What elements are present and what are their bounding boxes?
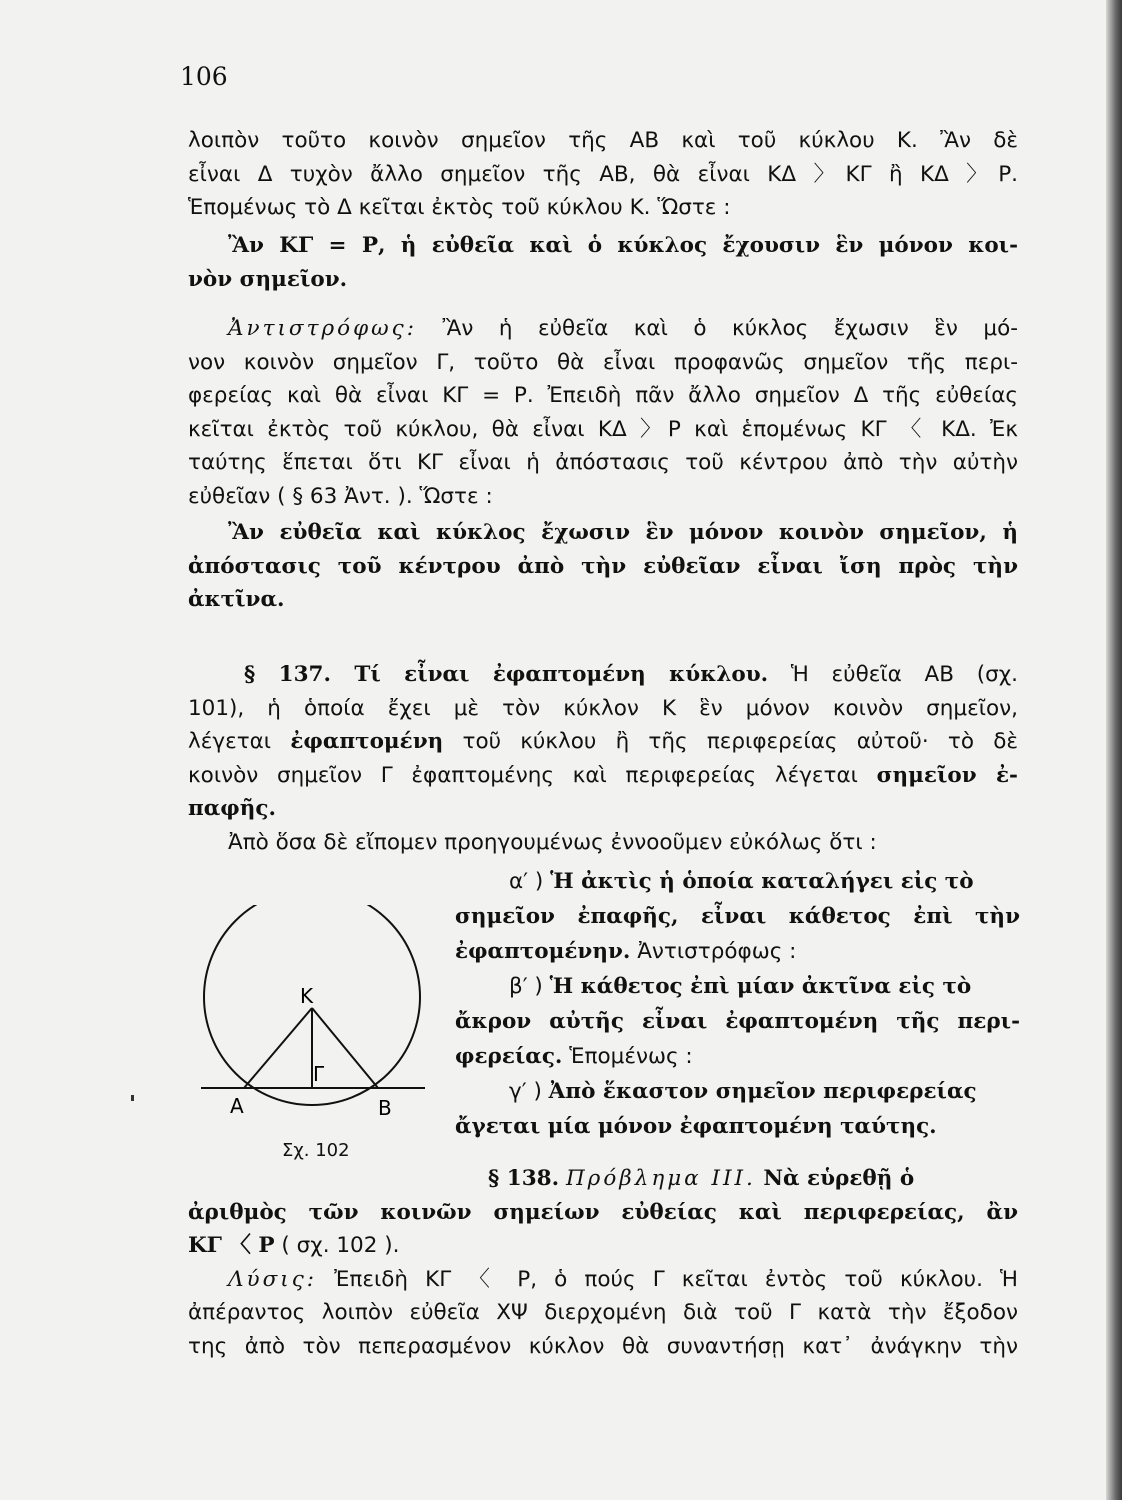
- section-heading: § 138.: [488, 1166, 560, 1191]
- text-fragment: λέγεται: [188, 729, 291, 754]
- text-line: παφῆς.: [188, 796, 276, 821]
- text-line: Ἀπὸ ἕκαστον σημεῖον περιφερείας: [548, 1079, 977, 1104]
- problem-label: Πρόβλημα ΙΙΙ.: [565, 1166, 756, 1191]
- text-line: Ἡ κάθετος ἐπὶ μίαν ἀκτῖνα εἰς τὸ: [549, 974, 972, 999]
- text-line: λοιπὸν τοῦτο κοινὸν σημεῖον τῆς ΑΒ καὶ τοῦ κύκλου Κ. Ἂν δὲ: [188, 128, 1018, 153]
- paragraph-intro: [188, 124, 1018, 225]
- text-line: ἀπέραντος λοιπὸν εὐθεῖα ΧΨ διερχομένη διὰ τοῦ Γ κατὰ τὴν ἔξοδον: [188, 1300, 1018, 1325]
- text-line: 101), ἡ ὁποία ἔχει μὲ τὸν κύκλον Κ ἓν μόνον κοινὸν σημεῖον,: [188, 695, 1018, 721]
- label-b: Β: [378, 1096, 392, 1120]
- theorem-1: [188, 229, 1018, 296]
- label-a: Α: [230, 1094, 244, 1118]
- text-line: Ἂν ἡ εὐθεῖα καὶ ὁ κύκλος ἔχωσιν ἓν μό-: [416, 316, 1018, 341]
- text-fragment: ( σχ. 102 ).: [274, 1233, 400, 1258]
- text-line: Ἑπομένως τὸ Δ κεῖται ἐκτὸς τοῦ κύκλου Κ. Ὥστε :: [188, 195, 731, 220]
- text-line: ἀκτῖνα.: [188, 587, 285, 612]
- text-line: εἶναι Δ τυχὸν ἄλλο σημεῖον τῆς ΑΒ, θὰ εἶναι ΚΔ 〉ΚΓ ἢ ΚΔ 〉Ρ.: [188, 161, 1018, 187]
- figure-caption: Σχ. 102: [282, 1140, 350, 1161]
- text-line: Ἂν ΚΓ = Ρ, ἡ εὐθεῖα καὶ ὁ κύκλος ἔχουσιν ἓν μόνον κοι-: [228, 233, 1018, 258]
- text-line: της ἀπὸ τὸν πεπερασμένον κύκλον θὰ συναντήσῃ κατ᾽ ἀνάγκην τὴν: [188, 1333, 1018, 1359]
- solution-label: Λύσις:: [228, 1266, 317, 1292]
- item-label: β′ ): [509, 974, 550, 999]
- term-contact-point: σημεῖον ἐ-: [876, 762, 1018, 788]
- text-fragment: φερείας.: [455, 1044, 563, 1069]
- term-tangent: ἐφαπτομένη: [290, 729, 444, 754]
- text-line: ἀπόστασις τοῦ κέντρου ἀπὸ τὴν εὐθεῖαν εἶναι ἴση πρὸς τὴν: [188, 553, 1018, 579]
- text-line: Ἡ εὐθεῖα ΑΒ (σχ.: [768, 662, 1018, 687]
- text-fragment: ἐφαπτομένην.: [455, 939, 631, 964]
- text-line: φερείας καὶ θὰ εἶναι ΚΓ = Ρ. Ἐπειδὴ πᾶν ἄλλο σημεῖον Δ τῆς εὐθείας: [188, 383, 1018, 408]
- text-line: νὸν σημεῖον.: [188, 266, 348, 292]
- text-line: ἀριθμὸς τῶν κοινῶν σημείων εὐθείας καὶ περιφερείας, ἂν: [188, 1199, 1018, 1225]
- text-line: ἄκρον αὐτῆς εἶναι ἐφαπτομένη τῆς περι-: [455, 1009, 1020, 1034]
- text-fragment: τοῦ κύκλου ἢ τῆς περιφερείας αὐτοῦ· τὸ δὲ: [443, 729, 1018, 754]
- label-g: Γ: [313, 1062, 325, 1086]
- figure-102: [195, 905, 435, 1165]
- text-line: σημεῖον ἐπαφῆς, εἶναι κάθετος ἐπὶ τὴν: [455, 904, 1020, 929]
- text-line: Ἂν εὐθεῖα καὶ κύκλος ἔχωσιν ἓν μόνον κοινὸν σημεῖον, ἡ: [228, 520, 1018, 545]
- text-fragment: Νὰ εὑρεθῇ ὁ: [755, 1166, 915, 1191]
- text-line: ἄγεται μία μόνον ἐφαπτομένη ταύτης.: [455, 1114, 937, 1139]
- text-line: Ἀπὸ ὅσα δὲ εἴπομεν προηγουμένως ἐννοοῦμεν εὐκόλως ὅτι :: [228, 829, 877, 855]
- section-138: [188, 1162, 1018, 1363]
- text-line: νον κοινὸν σημεῖον Γ, τοῦτο θὰ εἶναι προφανῶς σημεῖον τῆς περι-: [188, 349, 1018, 375]
- consequences-list: [455, 864, 1020, 1144]
- section-heading: § 137. Τί εἶναι ἐφαπτομένη κύκλου.: [244, 662, 769, 687]
- text-line: εὐθεῖαν ( § 63 Ἀντ. ). Ὥστε :: [188, 483, 493, 509]
- text-fragment: Ἑπομένως :: [562, 1044, 693, 1069]
- item-label: γ′ ): [509, 1079, 549, 1104]
- label-k: Κ: [300, 984, 314, 1008]
- scan-mark: [131, 1095, 134, 1101]
- text-line: κεῖται ἐκτὸς τοῦ κύκλου, θὰ εἶναι ΚΔ 〉Ρ καὶ ἑπομένως ΚΓ 〈 ΚΔ. Ἐκ: [188, 416, 1018, 442]
- text-fragment: ΚΓ 〈 Ρ: [188, 1233, 275, 1258]
- radius-to-a: [244, 1008, 312, 1088]
- theorem-2: [188, 516, 1018, 617]
- text-line: Ἡ ἀκτὶς ἡ ὁποία καταλήγει εἰς τὸ: [550, 869, 974, 894]
- paragraph-converse: [188, 312, 1018, 513]
- text-line: ταύτης ἕπεται ὅτι ΚΓ εἶναι ἡ ἀπόστασις τοῦ κέντρου ἀπὸ τὴν αὐτὴν: [188, 450, 1018, 475]
- text-fragment: Ἐπειδὴ ΚΓ 〈 Ρ, ὁ πούς Γ κεῖται ἐντὸς τοῦ κύκλου. Ἡ: [317, 1266, 1018, 1292]
- converse-label: Ἀντιστρόφως:: [228, 316, 417, 341]
- text-fragment: Ἀντιστρόφως :: [630, 939, 797, 964]
- page-edge-shadow: [1106, 0, 1122, 1500]
- text-fragment: κοινὸν σημεῖον Γ ἐφαπτομένης καὶ περιφερείας λέγεται: [188, 762, 877, 788]
- page-number: 106: [180, 62, 228, 91]
- item-label: α′ ): [509, 869, 551, 894]
- section-137: [188, 658, 1018, 859]
